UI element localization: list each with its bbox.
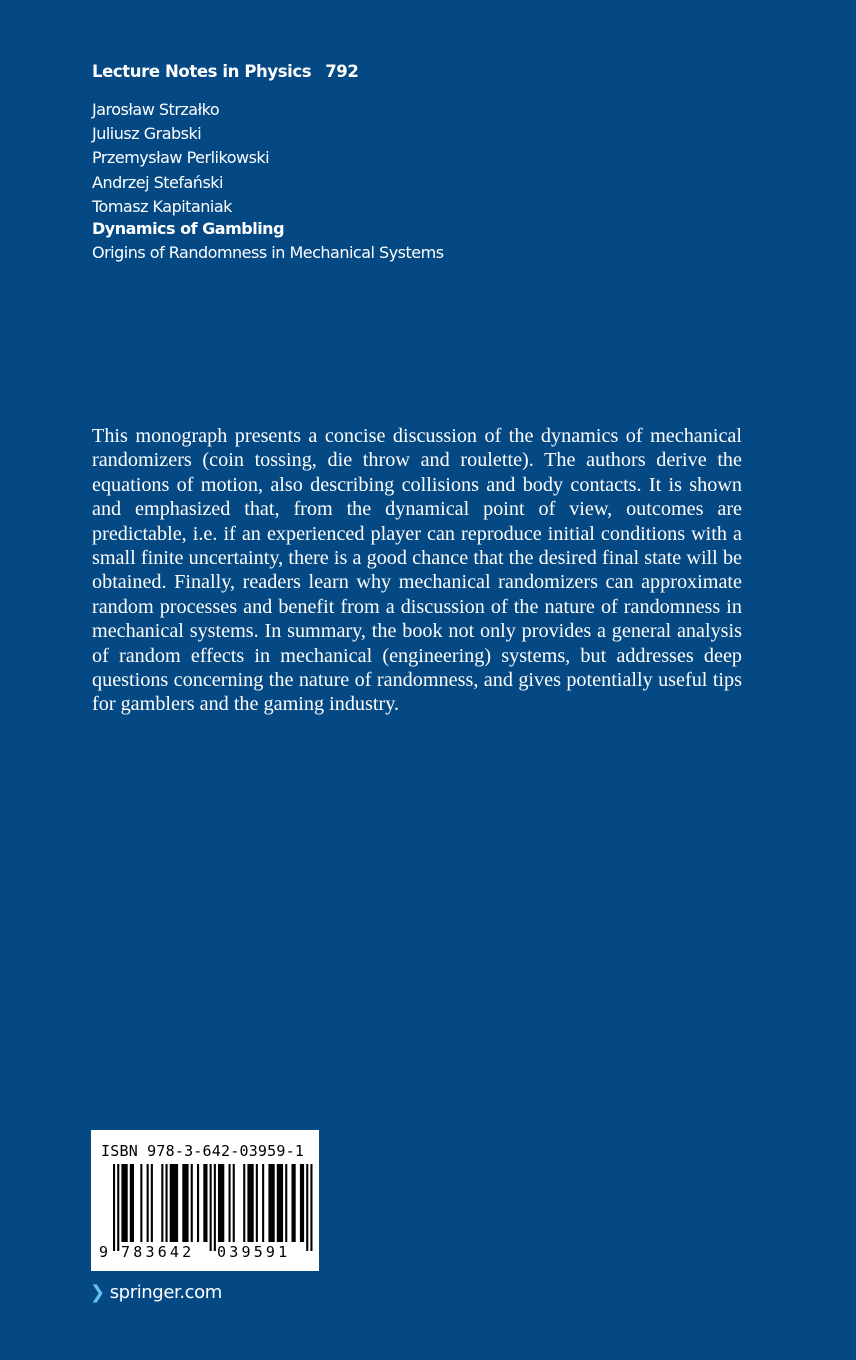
barcode-bar-12 [197, 1164, 199, 1242]
barcode-bar-26 [292, 1164, 296, 1242]
barcode-bar-10 [182, 1164, 188, 1242]
barcode-bar-23 [268, 1164, 274, 1242]
barcode-bar-25 [285, 1164, 287, 1242]
isbn-label: ISBN 978-3-642-03959-1 [101, 1142, 305, 1160]
barcode-bar-17 [229, 1164, 231, 1242]
author-name: Juliusz Grabski [92, 124, 202, 144]
series-line [92, 62, 358, 81]
barcode-bar-24 [277, 1164, 283, 1242]
author-name: Jarosław Strzałko [92, 100, 220, 119]
barcode-bar-5 [147, 1164, 149, 1242]
barcode-bar-6 [151, 1164, 153, 1242]
barcode-bar-21 [256, 1164, 258, 1242]
ean-left-group: 783642 [121, 1243, 195, 1261]
publisher-website[interactable] [90, 1282, 222, 1303]
author-name: Tomasz Kapitaniak [92, 196, 232, 216]
barcode-bar-19 [243, 1164, 245, 1242]
barcode-bar-29 [310, 1164, 312, 1251]
author-list [92, 98, 269, 219]
barcode-bar-0 [113, 1164, 115, 1251]
barcode-bar-7 [161, 1164, 163, 1242]
barcode-bar-18 [233, 1164, 235, 1242]
barcode-bar-14 [210, 1164, 212, 1251]
isbn-barcode [91, 1130, 319, 1271]
barcode-bar-16 [218, 1164, 224, 1242]
barcode-bar-3 [130, 1164, 134, 1242]
book-title: Dynamics of Gambling [92, 219, 285, 238]
chevron-right-icon: ❯ [90, 1282, 105, 1303]
barcode-bar-1 [117, 1164, 119, 1251]
barcode-bar-11 [191, 1164, 193, 1242]
author-name: Andrzej Stefański [92, 172, 223, 192]
series-volume: 792 [325, 62, 359, 81]
barcode-bar-13 [203, 1164, 207, 1242]
barcode-bar-15 [214, 1164, 216, 1251]
barcode-bar-2 [121, 1164, 127, 1242]
barcode-bar-8 [166, 1164, 168, 1242]
barcode-bar-28 [306, 1164, 308, 1251]
barcode-bar-22 [262, 1164, 264, 1242]
ean-first-digit: 9 [99, 1243, 109, 1261]
ean-right-group: 039591 [217, 1243, 291, 1261]
barcode-bar-20 [247, 1164, 253, 1242]
series-name: Lecture Notes in Physics [92, 62, 312, 81]
barcode-bar-9 [170, 1164, 178, 1242]
book-subtitle: Origins of Randomness in Mechanical Systems [92, 243, 444, 262]
book-description: This monograph presents a concise discussion of the dynamics of mechanical randomizers (coin tossing, die throw and roulette). The authors derive the equations of motion, also describing collisions and body contacts. It is shown and emphasized that, from the dynamical point of view, outcomes are predictable, i.e. if an experienced player can reproduce initial conditions with a small finite uncertainty, there is a good chance that the desired final state will be obtained. Finally, readers learn why mechanical randomizers can approximate random processes and benefit from a discussion of the nature of randomness in mechanical systems. In summary, the book not only provides a general analysis of random effects in mechanical (engineering) systems, but addresses deep questions concerning the nature of randomness, and gives potentially useful tips for gamblers and the gaming industry. [92, 425, 742, 716]
author-name: Przemysław Perlikowski [92, 148, 270, 168]
website-text: springer.com [109, 1282, 222, 1303]
barcode-bar-27 [300, 1164, 304, 1242]
barcode-bar-4 [140, 1164, 142, 1242]
